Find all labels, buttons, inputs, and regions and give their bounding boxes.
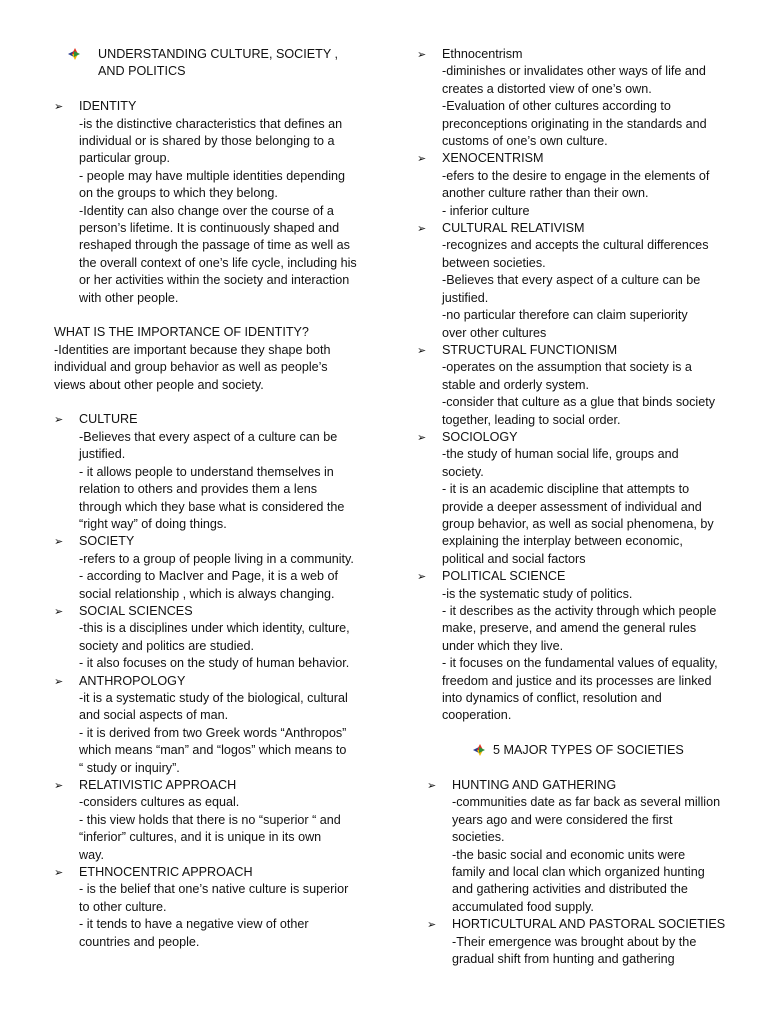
arrow-bullet-icon: ➢ xyxy=(417,430,427,444)
text-line: “ study or inquiry”. xyxy=(79,760,180,775)
text-line: - it describes as the activity through which people xyxy=(442,604,717,618)
text-line: - people may have multiple identities depending xyxy=(79,168,346,183)
text-line: “right way” of doing things. xyxy=(79,516,227,531)
text-line: views about other people and society. xyxy=(54,377,264,392)
item-body xyxy=(417,586,727,725)
text-line: accumulated food supply. xyxy=(452,899,594,914)
item-body xyxy=(417,446,727,568)
text-line: the overall context of one’s life cycle, including his xyxy=(79,255,357,270)
arrow-bullet-icon: ➢ xyxy=(417,48,427,61)
text-line: -operates on the assumption that society is a xyxy=(442,360,692,375)
text-line: stable and orderly system. xyxy=(442,377,589,392)
text-line: -the basic social and economic units were xyxy=(452,847,686,862)
text-line: social relationship , which is always changing. xyxy=(79,586,335,601)
item-label: RELATIVISTIC APPROACH xyxy=(79,778,237,793)
arrow-bullet-icon: ➢ xyxy=(54,413,64,427)
list-item xyxy=(54,533,370,603)
text-line: -diminishes or invalidates other ways of life and xyxy=(442,64,706,79)
item-label: POLITICAL SCIENCE xyxy=(442,569,566,584)
list-item xyxy=(417,150,727,220)
four-color-diamond-bullet-icon xyxy=(68,48,80,60)
text-line: way. xyxy=(79,847,104,862)
section-identity xyxy=(54,98,370,307)
item-body xyxy=(417,359,727,429)
text-line: with other people. xyxy=(79,290,179,305)
item-label: CULTURAL RELATIVISM xyxy=(442,221,585,236)
text-line: -consider that culture as a glue that binds society xyxy=(442,395,716,410)
section-body xyxy=(54,116,370,307)
text-line: -Believes that every aspect of a culture can be xyxy=(442,273,701,288)
item-body xyxy=(54,429,370,533)
text-line: - it focuses on the fundamental values of equality, xyxy=(442,656,718,671)
text-line: -this is a disciplines under which identity, culture, xyxy=(79,621,350,636)
text-line: societies. xyxy=(452,830,505,845)
societies-list xyxy=(417,777,727,968)
title-line-1: UNDERSTANDING CULTURE, SOCIETY , xyxy=(98,47,339,61)
text-line: between societies. xyxy=(442,255,546,270)
text-line: explaining the interplay between economic, xyxy=(442,534,683,549)
arrow-bullet-icon: ➢ xyxy=(427,779,437,793)
item-label: SOCIOLOGY xyxy=(442,429,518,444)
arrow-bullet-icon: ➢ xyxy=(417,570,427,584)
arrow-bullet-icon: ➢ xyxy=(417,152,427,166)
list-item xyxy=(417,220,727,342)
list-item xyxy=(417,342,727,429)
item-body xyxy=(417,63,727,150)
text-line: -considers cultures as equal. xyxy=(79,795,240,810)
text-line: society and politics are studied. xyxy=(79,638,255,653)
arrow-bullet-icon: ➢ xyxy=(427,918,437,932)
text-line: to other culture. xyxy=(79,899,167,914)
text-line: gradual shift from hunting and gathering xyxy=(452,952,675,967)
societies-heading xyxy=(417,742,727,759)
text-line: and social aspects of man. xyxy=(79,708,229,723)
text-line: -the study of human social life, groups and xyxy=(442,447,679,462)
list-item xyxy=(54,864,370,951)
text-line: family and local clan which organized hunting xyxy=(452,865,705,880)
arrow-bullet-icon: ➢ xyxy=(54,100,64,114)
text-line: justified. xyxy=(442,290,489,305)
list-item xyxy=(54,777,370,864)
item-label: CULTURE xyxy=(79,412,138,427)
arrow-bullet-icon: ➢ xyxy=(54,535,64,549)
text-line: person’s lifetime. It is continuously shaped and xyxy=(79,221,340,236)
text-line: -recognizes and accepts the cultural differences xyxy=(442,238,709,253)
text-line: - it allows people to understand themselves in xyxy=(79,464,334,479)
text-line: which means “man” and “logos” which means to xyxy=(79,743,347,758)
four-color-diamond-bullet-icon xyxy=(473,744,485,756)
list-item xyxy=(427,916,727,968)
societies-title: 5 MAJOR TYPES OF SOCIETIES xyxy=(493,743,684,758)
text-line: - it is an academic discipline that attempts to xyxy=(442,482,690,497)
item-body xyxy=(427,934,727,969)
text-line: under which they live. xyxy=(442,638,564,653)
text-line: - this view holds that there is no “superior “ and xyxy=(79,812,341,827)
text-line: creates a distorted view of one’s own. xyxy=(442,81,652,96)
item-body xyxy=(417,168,727,220)
text-line: society. xyxy=(442,464,484,479)
list-item xyxy=(417,429,727,568)
text-line: reshaped through the passage of time as well as xyxy=(79,238,350,253)
text-line: and gathering activities and distributed the xyxy=(452,882,688,897)
text-line: -no particular therefore can claim superiority xyxy=(442,308,688,323)
text-line: group behavior, as well as social phenomena, by xyxy=(442,516,714,531)
text-line: individual or is shared by those belonging to a xyxy=(79,134,335,149)
item-label: ETHNOCENTRIC APPROACH xyxy=(79,865,253,880)
text-line: -Identity can also change over the course of a xyxy=(79,203,334,218)
item-body xyxy=(54,620,370,672)
text-line: together, leading to social order. xyxy=(442,412,621,427)
item-label: SOCIAL SCIENCES xyxy=(79,603,193,618)
arrow-bullet-icon: ➢ xyxy=(417,222,427,236)
arrow-bullet-icon: ➢ xyxy=(54,779,64,793)
text-line: - it is derived from two Greek words “Anthropos” xyxy=(79,725,347,740)
left-bullet-list xyxy=(54,411,370,951)
text-line: cooperation. xyxy=(442,708,512,723)
text-line: - it also focuses on the study of human behavior. xyxy=(79,656,350,671)
text-line: -communities date as far back as several million xyxy=(452,795,721,810)
text-line: - is the belief that one’s native culture is superior xyxy=(79,882,349,897)
text-line: into dynamics of conflict, resolution and xyxy=(442,691,662,706)
text-line: “inferior” cultures, and it is unique in its own xyxy=(79,830,322,845)
list-item xyxy=(417,568,727,725)
text-line: countries and people. xyxy=(79,934,200,949)
item-label: XENOCENTRISM xyxy=(442,151,544,166)
item-label: HORTICULTURAL AND PASTORAL SOCIETIES xyxy=(452,917,726,932)
right-bullet-list xyxy=(417,46,727,725)
section-label: IDENTITY xyxy=(79,99,137,114)
text-line: -Believes that every aspect of a culture can be xyxy=(79,429,338,444)
item-body xyxy=(54,794,370,864)
list-item xyxy=(417,46,727,150)
text-line: over other cultures xyxy=(442,325,547,340)
list-item xyxy=(54,673,370,777)
text-line: through which they base what is considered the xyxy=(79,499,345,514)
text-line: or her activities within the society and interaction xyxy=(79,273,350,288)
text-line: - according to MacIver and Page, it is a web of xyxy=(79,569,339,584)
right-column xyxy=(417,46,727,969)
list-item xyxy=(427,777,727,916)
text-line: -efers to the desire to engage in the elements of xyxy=(442,168,710,183)
importance-question: WHAT IS THE IMPORTANCE OF IDENTITY? xyxy=(54,325,309,340)
text-line: another culture rather than their own. xyxy=(442,186,649,201)
document-title xyxy=(54,46,370,81)
text-line: -is the systematic study of politics. xyxy=(442,586,633,601)
text-line: on the groups to which they belong. xyxy=(79,186,278,201)
item-body xyxy=(54,551,370,603)
left-column xyxy=(54,46,370,951)
text-line: -it is a systematic study of the biological, cultural xyxy=(79,690,348,705)
item-label: SOCIETY xyxy=(79,534,135,549)
text-line: make, preserve, and amend the general rules xyxy=(442,621,697,636)
item-label: HUNTING AND GATHERING xyxy=(452,778,617,793)
text-line: -Evaluation of other cultures according to xyxy=(442,99,671,114)
text-line: -Their emergence was brought about by the xyxy=(452,934,697,949)
text-line: -Identities are important because they shape both xyxy=(54,342,331,357)
text-line: -is the distinctive characteristics that defines an xyxy=(79,116,343,131)
text-line: - it tends to have a negative view of other xyxy=(79,917,309,932)
arrow-bullet-icon: ➢ xyxy=(54,674,64,688)
item-label: ANTHROPOLOGY xyxy=(79,673,186,688)
arrow-bullet-icon: ➢ xyxy=(417,343,427,357)
text-line: particular group. xyxy=(79,151,171,166)
text-line: provide a deeper assessment of individual and xyxy=(442,499,702,514)
list-item xyxy=(54,603,370,673)
item-label: Ethnocentrism xyxy=(442,47,523,61)
text-line: individual and group behavior as well as people’s xyxy=(54,360,328,375)
item-body xyxy=(427,794,727,916)
text-line: years ago and were considered the first xyxy=(452,812,673,827)
item-body xyxy=(54,690,370,777)
arrow-bullet-icon: ➢ xyxy=(54,866,64,880)
section-importance-of-identity xyxy=(54,324,370,394)
text-line: justified. xyxy=(79,447,126,462)
text-line: relation to others and provides them a lens xyxy=(79,482,318,497)
text-line: - inferior culture xyxy=(442,203,530,218)
item-label: STRUCTURAL FUNCTIONISM xyxy=(442,342,618,357)
list-item xyxy=(54,411,370,533)
text-line: freedom and justice and its processes are linked xyxy=(442,673,712,688)
item-body xyxy=(54,881,370,951)
text-line: -refers to a group of people living in a community. xyxy=(79,551,354,566)
arrow-bullet-icon: ➢ xyxy=(54,604,64,618)
title-line-2: AND POLITICS xyxy=(98,64,186,79)
text-line: preconceptions originating in the standards and xyxy=(442,116,707,131)
item-body xyxy=(417,237,727,341)
text-line: political and social factors xyxy=(442,551,586,566)
text-line: customs of one’s own culture. xyxy=(442,134,608,149)
